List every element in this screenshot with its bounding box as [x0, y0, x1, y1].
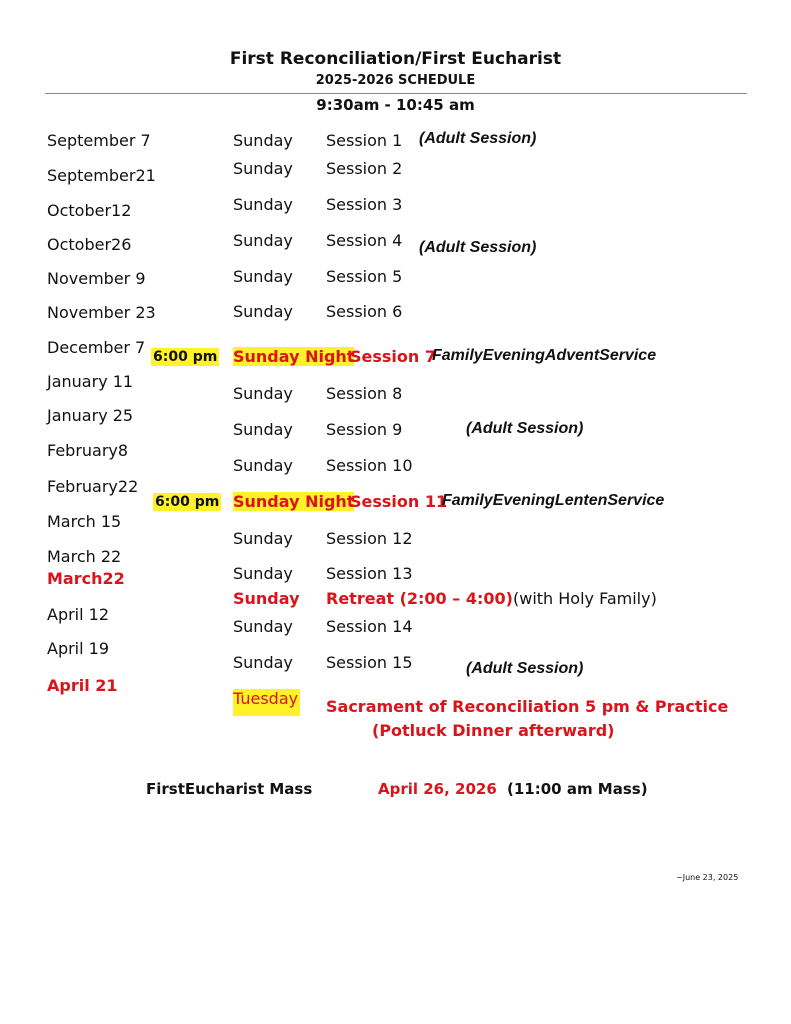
session-cell: Session 15 — [326, 653, 413, 672]
day-cell: Sunday — [233, 267, 293, 286]
date-cell: March 22 — [47, 547, 122, 566]
potluck-note: (Potluck Dinner afterward) — [372, 721, 615, 740]
retreat-cell: Retreat (2:00 – 4:00) — [326, 589, 513, 608]
day-cell: Sunday — [233, 302, 293, 321]
adult-session-note: (Adult Session) — [466, 660, 584, 677]
session-cell: Session 7 — [350, 347, 436, 366]
session-cell: Session 10 — [326, 456, 413, 475]
date-cell: February8 — [47, 441, 129, 460]
session-cell: Session 5 — [326, 267, 403, 286]
day-cell: Sunday Night — [233, 492, 355, 511]
divider — [45, 93, 747, 94]
date-cell: September 7 — [47, 131, 151, 150]
day-cell: Sunday — [233, 420, 293, 439]
page-title: First Reconciliation/First Eucharist — [229, 49, 562, 69]
date-cell: November 23 — [47, 303, 156, 322]
session-cell: Session 6 — [326, 302, 403, 321]
revision-date: ~June 23, 2025 — [676, 873, 739, 882]
session-cell: Session 12 — [326, 529, 413, 548]
day-cell: Sunday — [233, 456, 293, 475]
session-cell: Session 8 — [326, 384, 403, 403]
day-cell: Sunday — [233, 617, 293, 636]
first-eucharist-date: April 26, 2026 — [378, 780, 497, 798]
reconciliation-cell: Sacrament of Reconciliation 5 pm & Practice — [326, 697, 729, 716]
session-cell: Session 9 — [326, 420, 403, 439]
date-cell: October12 — [47, 201, 132, 220]
session-cell: Session 14 — [326, 617, 413, 636]
adult-session-note: (Adult Session) — [466, 420, 584, 437]
day-cell: Sunday — [233, 529, 293, 548]
day-cell: Sunday — [233, 384, 293, 403]
date-cell: November 9 — [47, 269, 146, 288]
session-time: 9:30am - 10:45 am — [316, 96, 475, 114]
date-cell: January 11 — [47, 372, 134, 391]
session-cell: Session 2 — [326, 159, 403, 178]
evening-time-badge: 6:00 pm — [153, 349, 218, 365]
date-cell: March22 — [47, 569, 125, 588]
day-cell: Sunday — [233, 195, 293, 214]
day-cell: Sunday — [233, 653, 293, 672]
session-cell: Session 13 — [326, 564, 413, 583]
date-cell: April 21 — [47, 676, 118, 695]
date-cell: January 25 — [47, 406, 134, 425]
adult-session-note: (Adult Session) — [419, 239, 537, 256]
date-cell: April 19 — [47, 639, 110, 658]
session-cell: Session 11 — [350, 492, 448, 511]
date-cell: April 12 — [47, 605, 110, 624]
first-eucharist-time: (11:00 am Mass) — [507, 780, 648, 798]
day-cell: Sunday — [233, 564, 293, 583]
first-eucharist-label: FirstEucharist Mass — [146, 780, 313, 798]
date-cell: March 15 — [47, 512, 122, 531]
date-cell: October26 — [47, 235, 132, 254]
schedule-year: 2025-2026 SCHEDULE — [315, 73, 476, 88]
session-cell: Session 1 — [326, 131, 403, 150]
day-cell: Sunday — [233, 131, 293, 150]
date-cell: September21 — [47, 166, 156, 185]
holy-family-note: (with Holy Family) — [513, 589, 657, 608]
lenten-service-note: FamilyEveningLentenService — [442, 492, 665, 509]
day-cell: Sunday — [233, 589, 300, 608]
evening-time-badge: 6:00 pm — [155, 494, 220, 510]
adult-session-note: (Adult Session) — [419, 130, 537, 147]
date-cell: February22 — [47, 477, 139, 496]
session-cell: Session 4 — [326, 231, 403, 250]
day-cell: Sunday — [233, 159, 293, 178]
session-cell: Session 3 — [326, 195, 403, 214]
day-cell: Tuesday — [233, 689, 300, 716]
day-cell: Sunday Night — [233, 347, 355, 366]
advent-service-note: FamilyEveningAdventService — [432, 347, 657, 364]
day-cell: Sunday — [233, 231, 293, 250]
date-cell: December 7 — [47, 338, 146, 357]
